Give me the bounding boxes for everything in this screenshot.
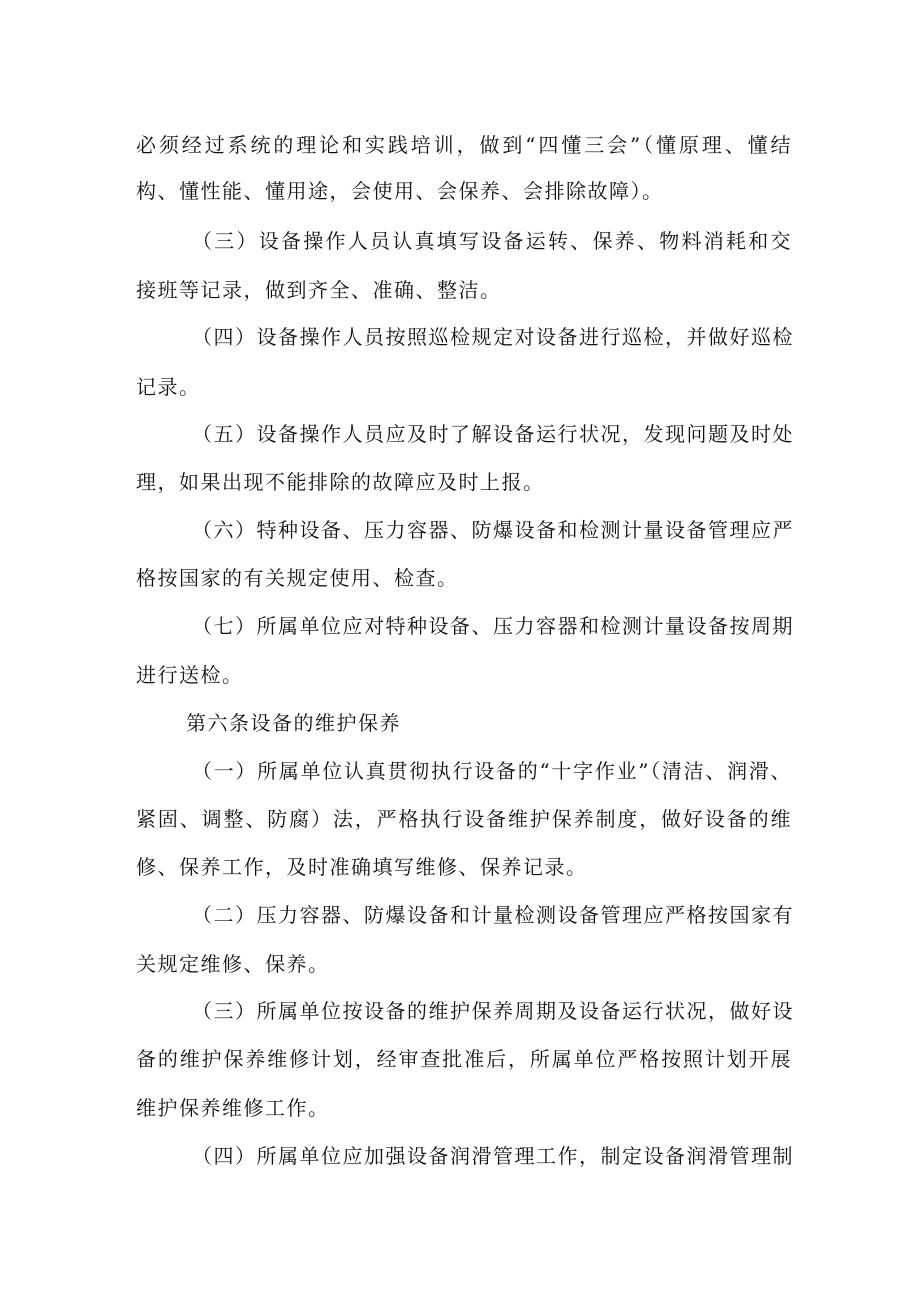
section-heading: 第六条设备的维护保养 bbox=[186, 711, 401, 735]
paragraph-line: 关规定维修、保养。 bbox=[136, 952, 330, 976]
paragraph-line: 必须经过系统的理论和实践培训，做到“四懂三会”（懂原理、懂结 bbox=[136, 133, 792, 157]
paragraph-line: （五）设备操作人员应及时了解设备运行状况，发现问题及时处 bbox=[192, 422, 794, 446]
paragraph-line: （六）特种设备、压力容器、防爆设备和检测计量设备管理应严 bbox=[192, 518, 794, 542]
paragraph-line: 理，如果出现不能排除的故障应及时上报。 bbox=[136, 470, 545, 494]
paragraph-line: 格按国家的有关规定使用、检查。 bbox=[136, 566, 459, 590]
paragraph-line: （三）所属单位按设备的维护保养周期及设备运行状况，做好设 bbox=[192, 999, 794, 1023]
paragraph-line: 构、懂性能、懂用途，会使用、会保养、会排除故障）。 bbox=[136, 179, 664, 203]
paragraph-line: （三）设备操作人员认真填写设备运转、保养、物料消耗和交 bbox=[192, 229, 792, 253]
paragraph-line: 接班等记录，做到齐全、准确、整洁。 bbox=[136, 278, 502, 302]
paragraph-line: （一）所属单位认真贯彻执行设备的“十字作业”（清洁、润滑、 bbox=[192, 759, 792, 783]
paragraph-line: 维护保养维修工作。 bbox=[136, 1096, 330, 1120]
paragraph-line: （四）设备操作人员按照巡检规定对设备进行巡检，并做好巡检 bbox=[192, 325, 794, 349]
paragraph-line: （七）所属单位应对特种设备、压力容器和检测计量设备按周期 bbox=[192, 614, 794, 638]
paragraph-line: 进行送检。 bbox=[136, 663, 244, 687]
paragraph-line: （二）压力容器、防爆设备和计量检测设备管理应严格按国家有 bbox=[192, 903, 794, 927]
paragraph-line: （四）所属单位应加强设备润滑管理工作，制定设备润滑管理制 bbox=[192, 1144, 794, 1168]
paragraph-line: 备的维护保养维修计划，经审查批准后，所属单位严格按照计划开展 bbox=[136, 1047, 792, 1071]
paragraph-line: 记录。 bbox=[136, 375, 201, 399]
paragraph-line: 修、保养工作，及时准确填写维修、保养记录。 bbox=[136, 855, 588, 879]
paragraph-line: 紧固、调整、防腐）法，严格执行设备维护保养制度，做好设备的维 bbox=[136, 807, 792, 831]
